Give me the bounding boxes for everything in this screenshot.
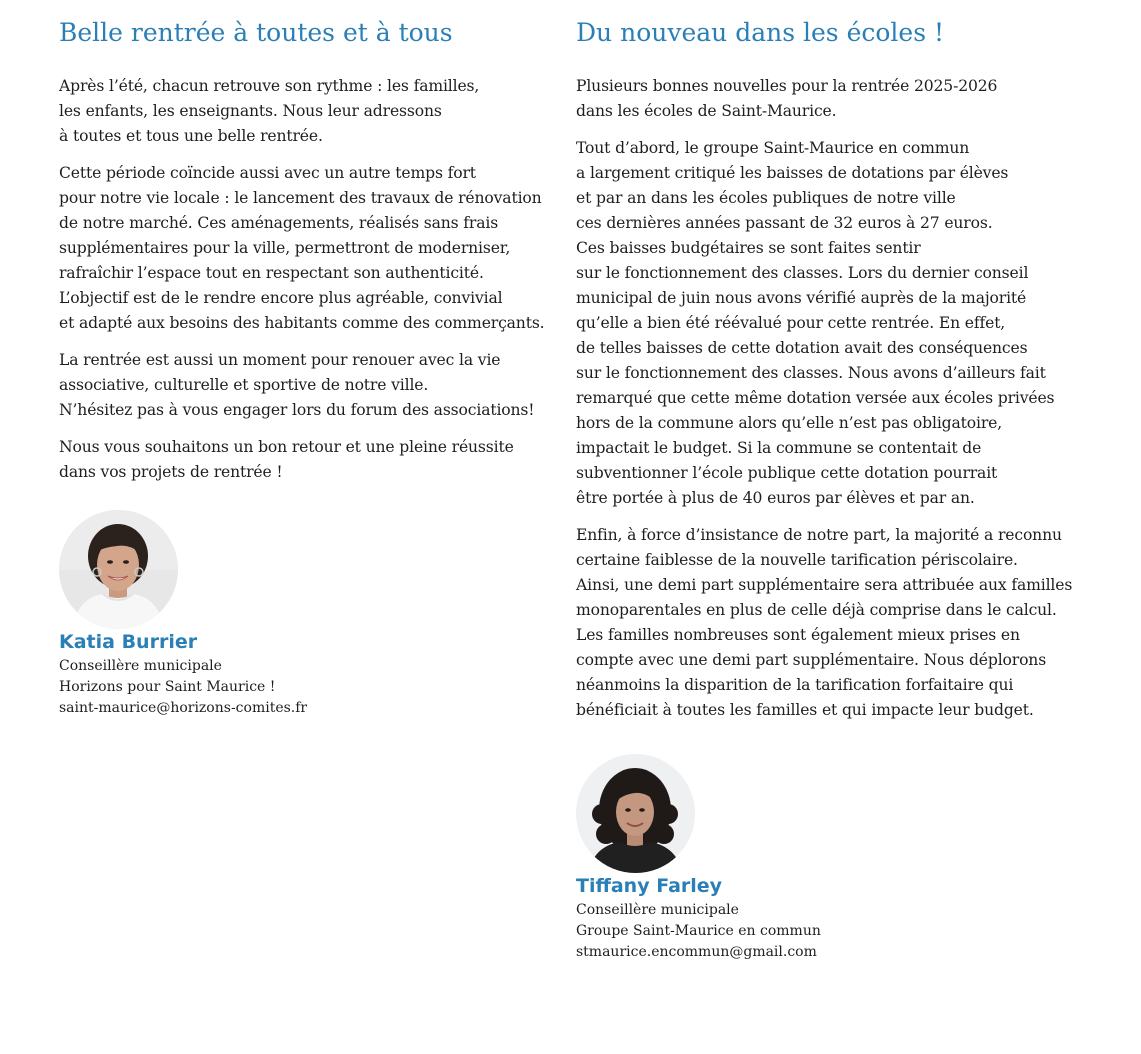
text-line: sur le fonctionnement des classes. Lors du dernier conseil: [576, 264, 1029, 282]
text-line: Cette période coïncide aussi avec un autre temps fort: [59, 164, 476, 182]
text-line: Tout d’abord, le groupe Saint-Maurice en commun: [576, 139, 970, 157]
text-line: à toutes et tous une belle rentrée.: [59, 127, 323, 145]
text-line: qu’elle a bien été réévalué pour cette rentrée. En effet,: [576, 314, 1006, 332]
text-line: subventionner l’école publique cette dotation pourrait: [576, 464, 998, 482]
text-line: et adapté aux besoins des habitants comme des commerçants.: [59, 314, 545, 332]
left-article-title: Belle rentrée à toutes et à tous: [59, 18, 453, 47]
left-paragraph-3: [59, 348, 559, 423]
text-line: associative, culturelle et sportive de notre ville.: [59, 376, 429, 394]
text-line: dans vos projets de rentrée !: [59, 463, 283, 481]
left-paragraph-1: [59, 74, 559, 149]
text-line: Les familles nombreuses sont également mieux prises en: [576, 626, 1020, 644]
text-line: Ainsi, une demi part supplémentaire sera attribuée aux familles: [576, 576, 1073, 594]
text-line: et par an dans les écoles publiques de notre ville: [576, 189, 956, 207]
right-article-title: Du nouveau dans les écoles !: [576, 18, 945, 47]
author-role: Conseillère municipale: [576, 901, 739, 918]
text-line: monoparentales en plus de celle déjà comprise dans le calcul.: [576, 601, 1057, 619]
author-email: saint-maurice@horizons-comites.fr: [59, 699, 308, 716]
author-group: Horizons pour Saint Maurice !: [59, 678, 276, 695]
avatar: [576, 754, 695, 873]
avatar-portrait-tiffany: [576, 754, 695, 873]
right-paragraph-3: [576, 523, 1106, 723]
text-line: pour notre vie locale : le lancement des travaux de rénovation: [59, 189, 542, 207]
left-article: [59, 18, 559, 719]
text-line: Enfin, à force d’insistance de notre part, la majorité a reconnu: [576, 526, 1062, 544]
author-name: Tiffany Farley: [576, 875, 723, 897]
right-paragraph-1: [576, 74, 1106, 124]
text-line: dans les écoles de Saint-Maurice.: [576, 102, 837, 120]
text-line: supplémentaires pour la ville, permettront de moderniser,: [59, 239, 511, 257]
author-group: Groupe Saint-Maurice en commun: [576, 922, 821, 939]
avatar-portrait-katia: [59, 510, 178, 629]
text-line: bénéficiait à toutes les familles et qui impacte leur budget.: [576, 701, 1034, 719]
right-author-block: [576, 754, 1106, 963]
text-line: certaine faiblesse de la nouvelle tarification périscolaire.: [576, 551, 1018, 569]
text-line: L’objectif est de le rendre encore plus agréable, convivial: [59, 289, 503, 307]
text-line: Nous vous souhaitons un bon retour et une pleine réussite: [59, 438, 514, 456]
right-paragraph-2: [576, 136, 1106, 511]
text-line: néanmoins la disparition de la tarification forfaitaire qui: [576, 676, 1014, 694]
author-role: Conseillère municipale: [59, 657, 222, 674]
text-line: Après l’été, chacun retrouve son rythme : les familles,: [59, 77, 480, 95]
right-article: [576, 18, 1106, 963]
text-line: N’hésitez pas à vous engager lors du forum des associations!: [59, 401, 535, 419]
text-line: sur le fonctionnement des classes. Nous avons d’ailleurs fait: [576, 364, 1046, 382]
text-line: impactait le budget. Si la commune se contentait de: [576, 439, 982, 457]
text-line: Plusieurs bonnes nouvelles pour la rentrée 2025-2026: [576, 77, 998, 95]
avatar: [59, 510, 178, 629]
left-paragraph-4: [59, 435, 559, 485]
text-line: a largement critiqué les baisses de dotations par élèves: [576, 164, 1009, 182]
text-line: compte avec une demi part supplémentaire. Nous déplorons: [576, 651, 1047, 669]
text-line: municipal de juin nous avons vérifié auprès de la majorité: [576, 289, 1027, 307]
author-name: Katia Burrier: [59, 631, 198, 653]
text-line: ces dernières années passant de 32 euros à 27 euros.: [576, 214, 993, 232]
text-line: être portée à plus de 40 euros par élèves et par an.: [576, 489, 975, 507]
text-line: de telles baisses de cette dotation avait des conséquences: [576, 339, 1028, 357]
left-paragraph-2: [59, 161, 559, 336]
text-line: La rentrée est aussi un moment pour renouer avec la vie: [59, 351, 501, 369]
left-author-block: [59, 510, 559, 719]
text-line: rafraîchir l’espace tout en respectant son authenticité.: [59, 264, 484, 282]
author-email: stmaurice.encommun@gmail.com: [576, 943, 817, 960]
text-line: de notre marché. Ces aménagements, réalisés sans frais: [59, 214, 499, 232]
text-line: remarqué que cette même dotation versée aux écoles privées: [576, 389, 1055, 407]
text-line: les enfants, les enseignants. Nous leur adressons: [59, 102, 442, 120]
text-line: Ces baisses budgétaires se sont faites sentir: [576, 239, 921, 257]
text-line: hors de la commune alors qu’elle n’est pas obligatoire,: [576, 414, 1003, 432]
